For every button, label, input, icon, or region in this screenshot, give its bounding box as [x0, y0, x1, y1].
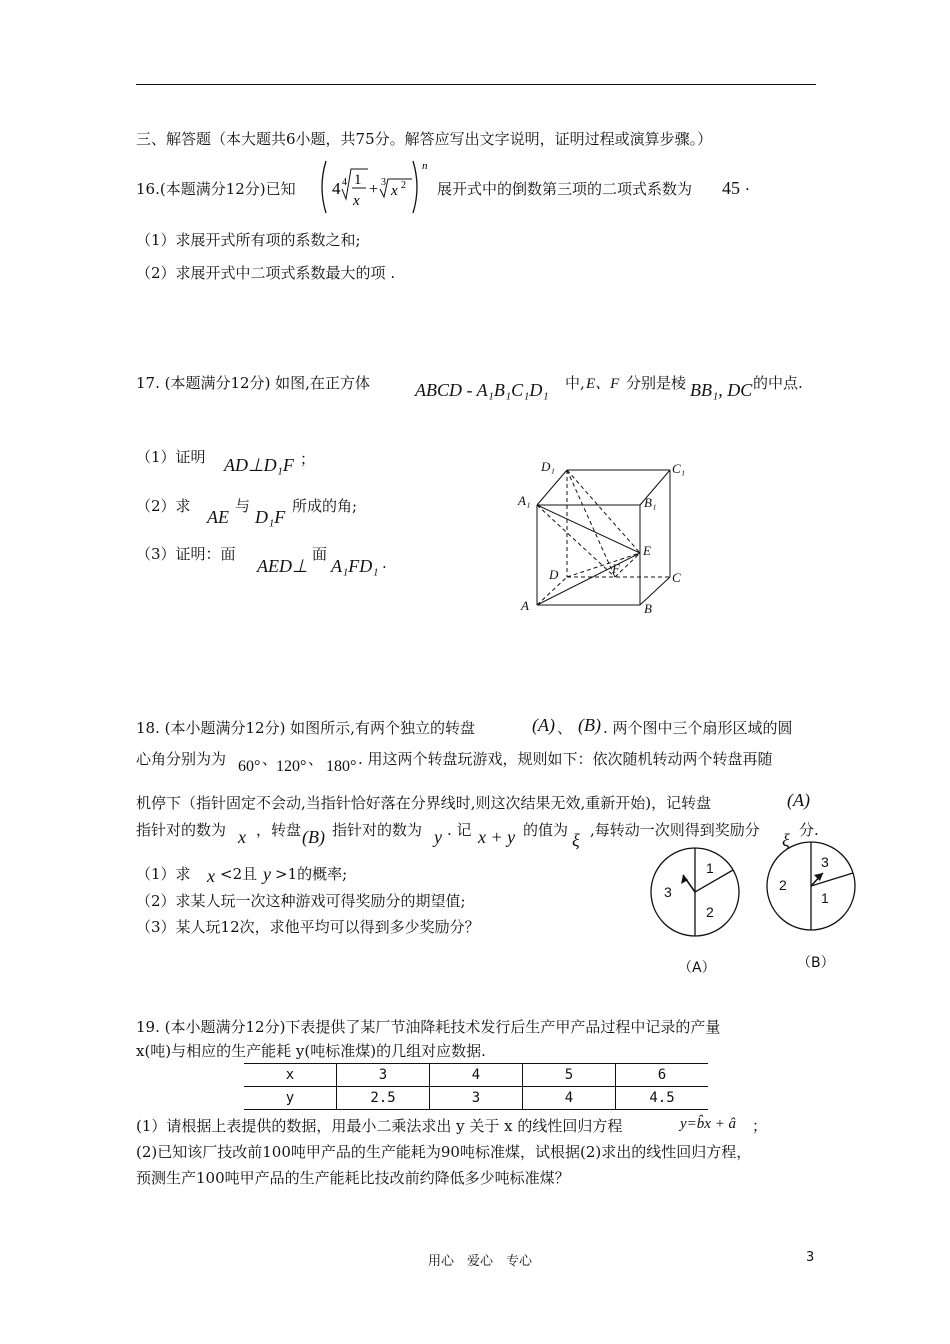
- q18-line4e: 的值为: [523, 821, 569, 839]
- label-e: E: [643, 543, 651, 558]
- q16-root4: 4: [342, 177, 347, 188]
- label-b1: B₁: [644, 495, 657, 510]
- label-f: F: [612, 561, 620, 576]
- q18-line4g: 分.: [799, 821, 819, 839]
- label-c: C: [672, 570, 681, 585]
- table-cell: 6: [616, 1064, 709, 1087]
- q17-part2-ae: AE: [207, 507, 229, 527]
- table-cell: 5: [523, 1064, 616, 1087]
- q18-dun2: 、: [308, 750, 324, 768]
- q18-angle-60: 60°: [238, 758, 261, 775]
- q18-line1a: 18. (本小题满分12分) 如图所示,有两个独立的转盘: [136, 719, 475, 737]
- q17-part2-yu: 与: [235, 497, 251, 515]
- q18-line3-disk: (A): [787, 790, 810, 810]
- q18-part1a: （1）求: [136, 865, 191, 883]
- wheel-b-label: （B）: [797, 955, 835, 971]
- q17-part1-label: （1）证明: [136, 448, 206, 466]
- wheel-b: [765, 840, 865, 940]
- page-number: 3: [806, 1250, 815, 1265]
- cube-figure: [510, 455, 700, 620]
- table-cell: x: [244, 1064, 337, 1087]
- q18-var-y: y: [434, 827, 442, 847]
- q18-part1c: >1的概率;: [275, 865, 348, 883]
- q18-line4-disk: (B): [302, 827, 325, 847]
- q16-value: 45: [722, 178, 740, 198]
- q18-line4d: . 记: [447, 821, 472, 839]
- q19-part1: (1）请根据上表提供的数据，用最小二乘法求出 y 关于 x 的线性回归方程: [136, 1117, 623, 1135]
- q17-part2-label: （2）求: [136, 497, 191, 515]
- q16-exp-n: n: [422, 160, 428, 172]
- q17-cube: ABCD - A₁B₁C₁D₁: [415, 380, 549, 400]
- q17-part1-math: AD⊥D₁F: [224, 455, 294, 475]
- q18-dun1: 、: [262, 750, 278, 768]
- q19-part1-end: ；: [752, 1117, 768, 1135]
- table-row: [244, 1064, 708, 1087]
- table-cell: 4.5: [616, 1087, 709, 1110]
- label-b: B: [644, 601, 652, 616]
- q18-line3: 机停下（指针固定不会动,当指针恰好落在分界线时,则这次结果无效,重新开始)，记转盘: [136, 794, 712, 812]
- q18-part1b: <2且: [220, 865, 258, 883]
- footer-text: 用心 爱心 专心: [428, 1254, 533, 1269]
- q17-ef: E、F: [586, 376, 620, 392]
- table-cell: 3: [430, 1087, 523, 1110]
- table-cell: 4: [430, 1064, 523, 1087]
- q19-part1-eq: y=b̂x + â: [680, 1116, 737, 1132]
- q17-intro: 17. (本题满分12分) 如图,在正方体: [136, 374, 370, 392]
- q16-part1: （1）求展开式所有项的系数之和;: [136, 231, 361, 249]
- q17-part2-end: 所成的角;: [292, 497, 358, 515]
- q18-angle-120: 120°: [276, 758, 307, 775]
- q18-disk-a: (A): [532, 715, 555, 735]
- q16-x: x: [391, 183, 398, 199]
- table-cell: 3: [337, 1064, 430, 1087]
- q18-xi: ξ: [572, 830, 580, 850]
- q17-part2-d1f: D₁F: [255, 507, 286, 527]
- label-d1: D₁: [541, 459, 555, 474]
- q18-line4f: ,每转动一次则得到奖励分: [590, 821, 760, 839]
- q16-frac-num: 1: [354, 172, 362, 188]
- data-table: [244, 1063, 708, 1110]
- q16-period: .: [745, 176, 750, 194]
- header-rule: [136, 84, 816, 85]
- wheel-b-2: 2: [779, 877, 787, 893]
- q18-part2: （2）求某人玩一次这种游戏可得奖励分的期望值;: [136, 892, 466, 910]
- q18-disk-b: (B): [578, 715, 601, 735]
- q16-formula: [316, 157, 436, 217]
- q16-exp2: 2: [401, 180, 406, 191]
- label-a1: A₁: [518, 493, 531, 508]
- label-d: D: [549, 567, 559, 582]
- section-title: 三、解答题（本大题共6小题，共75分。解答应写出文字说明，证明过程或演算步骤。）: [136, 130, 713, 148]
- q16-frac-den: x: [353, 193, 360, 209]
- q16-plus: +: [369, 181, 379, 198]
- table-cell: 4: [523, 1087, 616, 1110]
- q16-coef: 4: [332, 179, 341, 198]
- q18-part1-x: x: [207, 866, 215, 886]
- q17-end: 的中点.: [753, 374, 803, 392]
- q16-desc: 展开式中的倒数第三项的二项式系数为: [437, 180, 693, 198]
- q17-part3-a1fd1: A₁FD₁: [331, 556, 379, 576]
- wheel-a-label: （A）: [678, 960, 716, 976]
- q18-part3: （3）某人玩12次，求他平均可以得到多少奖励分？: [136, 918, 480, 936]
- q18-xi2: ξ: [782, 830, 790, 850]
- q17-mid1: 中,: [565, 374, 585, 392]
- q18-line4c: 指针对的数为: [332, 821, 423, 839]
- label-c1: C₁: [672, 461, 686, 476]
- table-row: [244, 1087, 708, 1110]
- q18-angle-180: 180°: [326, 758, 357, 775]
- wheel-a-3: 3: [664, 884, 672, 900]
- q18-var-x: x: [238, 827, 246, 847]
- q16-root3: 3: [381, 177, 386, 188]
- q17-part1-end: ；: [300, 450, 316, 468]
- wheel-b-3: 3: [821, 854, 829, 870]
- table-cell: y: [244, 1087, 337, 1110]
- q17-mid2: 分别是棱: [626, 374, 687, 392]
- q17-part3-label: （3）证明：面: [136, 545, 236, 563]
- wheel-a-1: 1: [706, 860, 714, 876]
- q16-intro: 16.(本题满分12分)已知: [136, 180, 296, 198]
- table-cell: 2.5: [337, 1087, 430, 1110]
- q18-part1-y: y: [263, 864, 271, 884]
- q18-sum: x + y: [478, 827, 516, 847]
- q18-line2a: 心角分别为为: [136, 750, 227, 768]
- wheel-a: [648, 845, 748, 945]
- q19-line2: x(吨)与相应的生产能耗 y(吨标准煤)的几组对应数据.: [136, 1042, 486, 1060]
- q19-line1: 19. (本小题满分12分)下表提供了某厂节油降耗技术发行后生产甲产品过程中记录的产量: [136, 1018, 721, 1036]
- q16-part2: （2）求展开式中二项式系数最大的项 .: [136, 264, 396, 282]
- q19-part2: (2)已知该厂技改前100吨甲产品的生产能耗为90吨标准煤，试根据(2)求出的线性回归方程，: [136, 1143, 752, 1161]
- q18-sep: 、: [557, 719, 573, 737]
- q19-part3: 预测生产100吨甲产品的生产能耗比技改前约降低多少吨标准煤？: [136, 1169, 570, 1187]
- q17-part3-end: .: [382, 554, 387, 572]
- q17-part3-mian: 面: [312, 545, 328, 563]
- q18-line4a: 指针对的数为: [136, 821, 227, 839]
- q18-line4b: ，转盘: [256, 821, 302, 839]
- q18-line1b: . 两个图中三个扇形区域的圆: [603, 719, 793, 737]
- wheel-b-1: 1: [821, 890, 829, 906]
- q18-line2b: . 用这两个转盘玩游戏，规则如下：依次随机转动两个转盘再随: [358, 750, 773, 768]
- q17-edges: BB₁, DC: [690, 380, 753, 400]
- wheel-a-2: 2: [706, 904, 714, 920]
- q17-part3-aed: AED⊥: [257, 556, 308, 576]
- label-a: A: [521, 598, 529, 613]
